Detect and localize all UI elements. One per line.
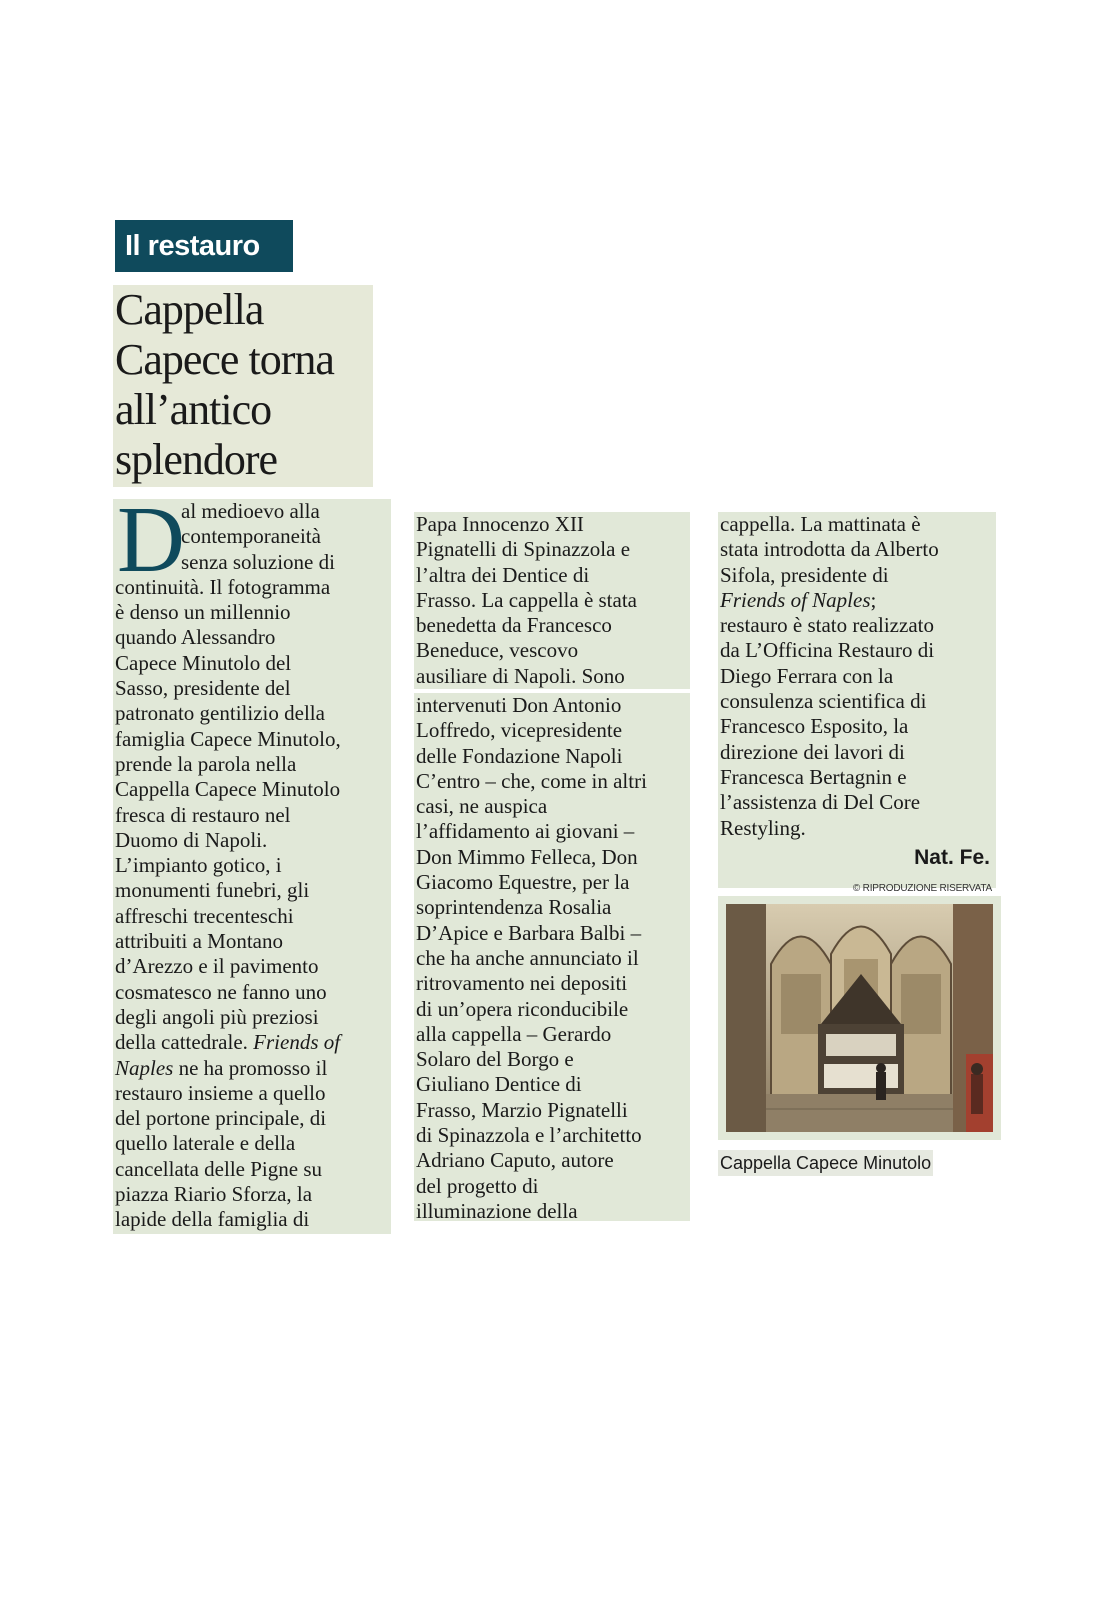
text-line: l’altra dei Dentice di (416, 562, 590, 587)
italic-text: Friends of (253, 1030, 341, 1055)
headline (113, 285, 373, 487)
text-line: famiglia Capece Minutolo, (115, 726, 341, 751)
headline-line: all’antico (115, 385, 272, 434)
text-line: prende la parola nella (115, 751, 297, 776)
text-line: Papa Innocenzo XII (416, 512, 584, 536)
text-line: Sasso, presidente del (115, 676, 291, 701)
text-line: cosmatesco ne fanno uno (115, 979, 327, 1004)
text-line: Solaro del Borgo e (416, 1047, 574, 1072)
author-signature: Nat. Fe. (914, 846, 990, 869)
photo-frame (718, 896, 1001, 1140)
text-line (720, 588, 996, 613)
text-line: l’affidamento ai giovani – (416, 819, 635, 844)
text-run: della cattedrale. (115, 1030, 254, 1055)
text-line: è denso un millennio (115, 600, 291, 625)
text-line: che ha anche annunciato il (416, 945, 639, 970)
text-line: benedetta da Francesco (416, 613, 612, 638)
text-line: Francesco Esposito, la (720, 714, 909, 739)
text-line: del portone principale, di (115, 1106, 327, 1131)
article-column-2-bottom (414, 693, 690, 1221)
article-column-2-top (414, 512, 690, 689)
text-line: quello laterale e della (115, 1131, 296, 1156)
text-line: Giacomo Equestre, per la (416, 870, 630, 895)
text-line: di un’opera riconducibile (416, 996, 629, 1021)
text-line: Loffredo, vicepresidente (416, 718, 623, 743)
text-line: del progetto di (416, 1173, 539, 1198)
text-line: d’Arezzo e il pavimento (115, 954, 319, 979)
text-line: patronato gentilizio della (115, 701, 325, 726)
text-line: Cappella Capece Minutolo (115, 777, 341, 802)
text-line (115, 1056, 391, 1081)
text-line: senza soluzione di (181, 549, 335, 574)
text-line: D’Apice e Barbara Balbi – (416, 920, 642, 945)
text-line: Sifola, presidente di (720, 562, 889, 587)
text-line: direzione dei lavori di (720, 739, 905, 764)
headline-line: splendore (115, 435, 278, 484)
text-line: ritrovamento nei depositi (416, 971, 628, 996)
text-line: Restyling. (720, 815, 806, 840)
text-run: ne ha promosso il (173, 1055, 328, 1080)
text-line: Capece Minutolo del (115, 650, 292, 675)
text-line: cancellata delle Pigne su (115, 1156, 322, 1181)
text-line: Giuliano Dentice di (416, 1072, 582, 1097)
text-line: Beneduce, vescovo (416, 638, 579, 663)
text-line: affreschi trecenteschi (115, 903, 294, 928)
text-line: stata introdotta da Alberto (720, 537, 939, 562)
text-line: fresca di restauro nel (115, 802, 291, 827)
text-line: Duomo di Napoli. (115, 827, 268, 852)
text-line: al medioevo alla (181, 499, 320, 523)
text-line: illuminazione della (416, 1198, 578, 1223)
headline-line: Cappella (115, 285, 264, 334)
text-line: l’assistenza di Del Core (720, 790, 921, 815)
headline-line: Capece torna (115, 335, 334, 384)
text-line: Francesca Bertagnin e (720, 764, 907, 789)
text-line: continuità. Il fotogramma (115, 574, 331, 599)
text-line: Pignatelli di Spinazzola e (416, 537, 631, 562)
text-line: alla cappella – Gerardo (416, 1021, 612, 1046)
text-line: Frasso, Marzio Pignatelli (416, 1097, 628, 1122)
text-line: casi, ne auspica (416, 794, 548, 819)
text-line: restauro insieme a quello (115, 1080, 326, 1105)
text-line: di Spinazzola e l’architetto (416, 1123, 642, 1148)
text-line: C’entro – che, come in altri (416, 768, 647, 793)
text-line: restauro è stato realizzato (720, 613, 934, 638)
text-line: intervenuti Don Antonio (416, 693, 622, 717)
text-line: soprintendenza Rosalia (416, 895, 612, 920)
text-line: monumenti funebri, gli (115, 878, 310, 903)
copyright-notice: © RIPRODUZIONE RISERVATA (852, 883, 992, 894)
text-line: piazza Riario Sforza, la (115, 1182, 313, 1207)
text-line: Adriano Caputo, autore (416, 1148, 614, 1173)
text-line (115, 1030, 391, 1055)
text-line: L’impianto gotico, i (115, 853, 282, 878)
text-line: Diego Ferrara con la (720, 663, 894, 688)
text-line: da L’Officina Restauro di (720, 638, 935, 663)
text-line: quando Alessandro (115, 625, 276, 650)
text-line: contemporaneità (181, 524, 321, 549)
text-line: Frasso. La cappella è stata (416, 587, 637, 612)
section-kicker: Il restauro (115, 220, 293, 272)
italic-text: Naples (115, 1055, 174, 1080)
text-line: degli angoli più preziosi (115, 1004, 319, 1029)
photo-caption: Cappella Capece Minutolo (718, 1150, 933, 1176)
article-column-3 (718, 512, 996, 894)
italic-text: Friends of Naples (720, 587, 871, 612)
text-line: attribuiti a Montano (115, 929, 283, 954)
article-column-1 (113, 488, 391, 1234)
chapel-photo (726, 904, 993, 1132)
text-line: lapide della famiglia di (115, 1207, 310, 1232)
drop-cap: D (117, 488, 185, 592)
text-line: consulenza scientifica di (720, 689, 927, 714)
text-run: ; (870, 587, 877, 612)
text-line: ausiliare di Napoli. Sono (416, 663, 625, 688)
text-line: cappella. La mattinata è (720, 512, 921, 536)
text-line: Don Mimmo Felleca, Don (416, 844, 638, 869)
text-line: delle Fondazione Napoli (416, 743, 623, 768)
